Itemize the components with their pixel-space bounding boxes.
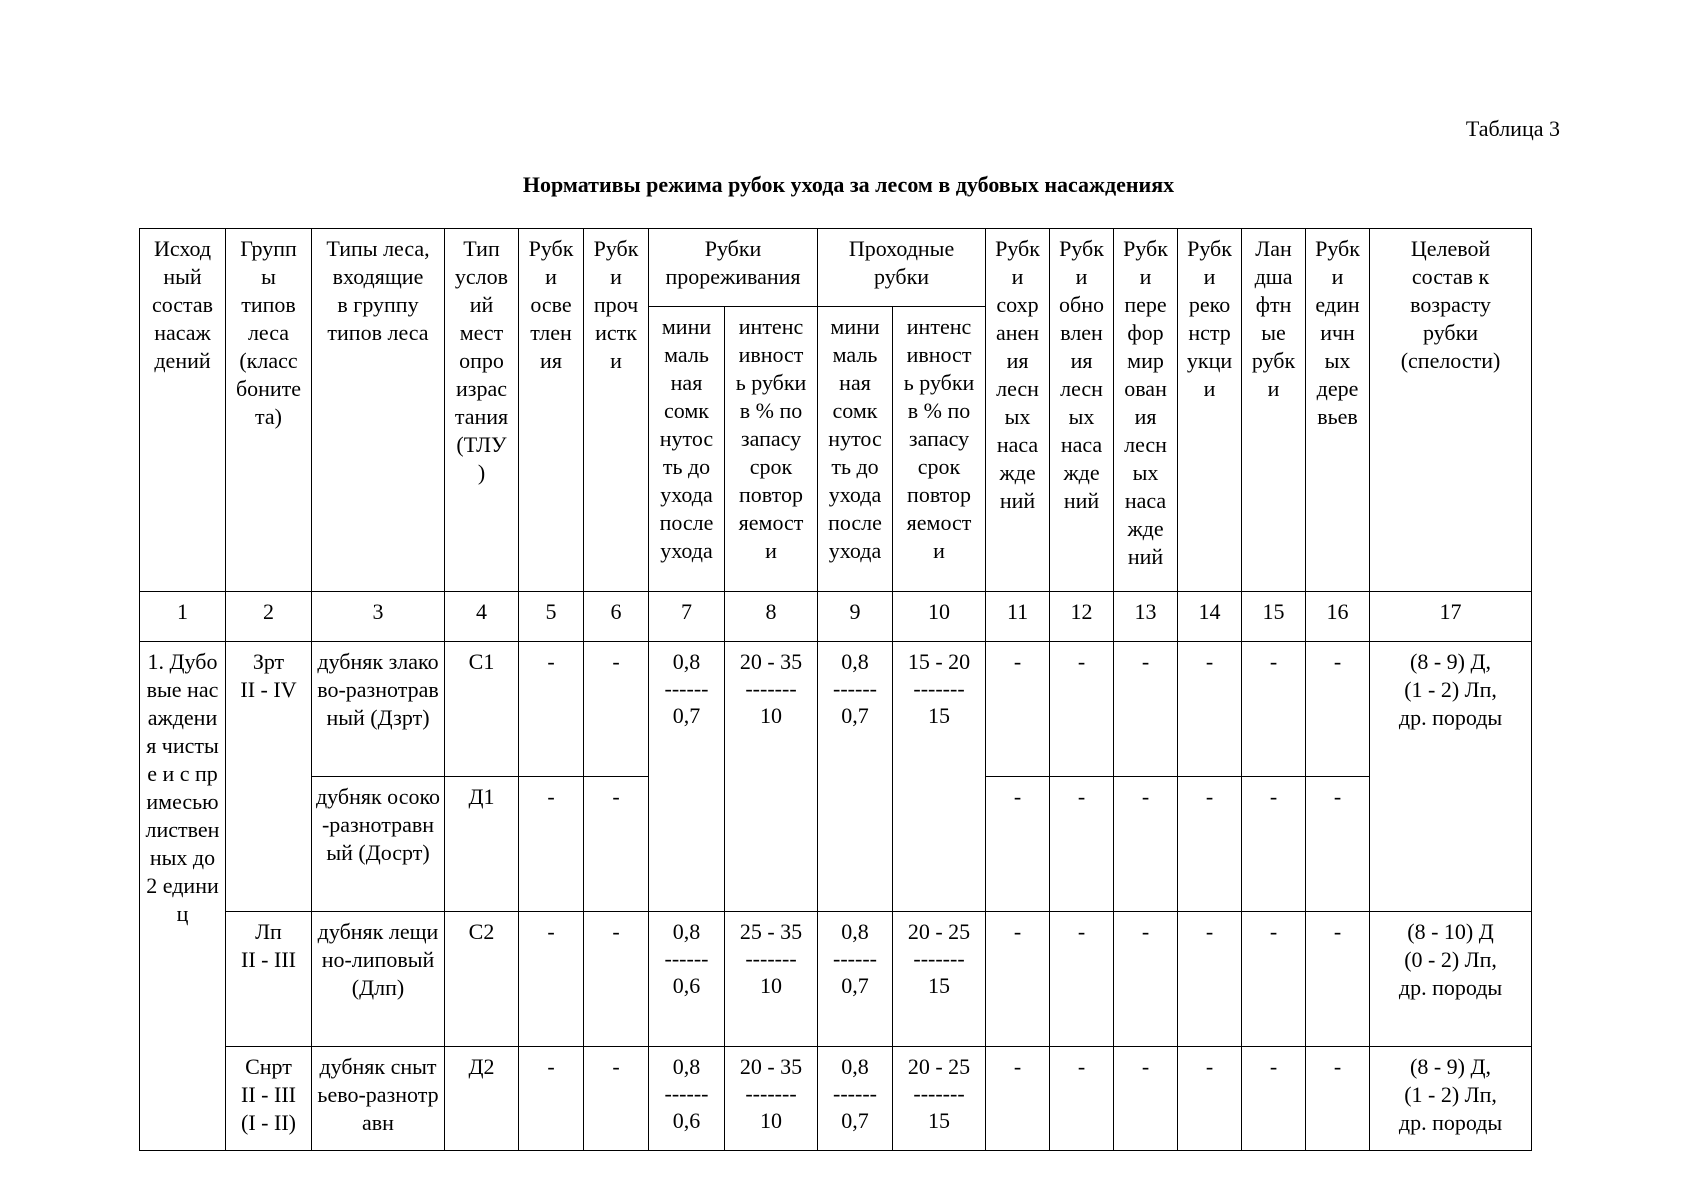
- column-number: 4: [445, 592, 519, 642]
- fraction-value: [833, 1053, 877, 1135]
- fraction-numerator: 0,8: [841, 919, 869, 944]
- renewal-cell: -: [1050, 642, 1114, 777]
- fraction-numerator: 25 - 35: [739, 919, 803, 944]
- forest-type-cell: дубняк снытьево-разнотравн: [312, 1047, 445, 1151]
- passing-intensity-cell: [893, 912, 986, 1047]
- column-number: 3: [312, 592, 445, 642]
- forest-type-cell: дубняк злаково-разнотравный (Дзрт): [312, 642, 445, 777]
- fraction-line: ------: [833, 946, 877, 971]
- fraction-denominator: 10: [760, 973, 782, 998]
- forest-group-cell: Зрт II - IV: [226, 642, 312, 912]
- header-passing-min-density: мини маль ная сомк нутос ть до ухода после ухода: [818, 307, 893, 592]
- fraction-line: ------: [833, 1081, 877, 1106]
- fraction-line: ------: [664, 1081, 709, 1106]
- column-number: 10: [893, 592, 986, 642]
- fraction-denominator: 0,7: [841, 1108, 869, 1133]
- clarification-cell: -: [519, 642, 584, 777]
- header-clarification-cuttings: Рубк и осве тлен ия: [519, 229, 584, 592]
- fraction-denominator: 10: [760, 703, 782, 728]
- landscape-cell: -: [1242, 1047, 1306, 1151]
- renewal-cell: -: [1050, 912, 1114, 1047]
- fraction-numerator: 0,8: [672, 649, 701, 674]
- cleaning-cell: -: [584, 642, 649, 777]
- landscape-cell: -: [1242, 777, 1306, 912]
- reformation-cell: -: [1114, 912, 1178, 1047]
- header-cleaning-cuttings: Рубк и проч истк и: [584, 229, 649, 592]
- initial-composition-cell: 1. Дубовые насаждения чистые и с примесью лиственных до 2 единиц: [140, 642, 226, 1151]
- reconstruction-cell: -: [1178, 912, 1242, 1047]
- header-preservation-cuttings: Рубк и сохр анен ия лесн ых наса жде ний: [986, 229, 1050, 592]
- passing-intensity-cell: [893, 1047, 986, 1151]
- fraction-denominator: 0,7: [841, 973, 869, 998]
- header-reformation-cuttings: Рубк и пере фор мир ован ия лесн ых наса жде ний: [1114, 229, 1178, 592]
- fraction-value: [740, 1053, 802, 1135]
- fraction-line: -------: [913, 676, 965, 701]
- preservation-cell: -: [986, 642, 1050, 777]
- fraction-value: [665, 648, 709, 730]
- fraction-denominator: 15: [928, 973, 951, 998]
- thinning-min-density-cell: [649, 642, 725, 912]
- fraction-line: -------: [745, 946, 797, 971]
- header-passing-intensity: интенс ивност ь рубки в % по запасу срок повтор яемост и: [893, 307, 986, 592]
- passing-intensity-cell: [893, 642, 986, 912]
- clarification-cell: -: [519, 1047, 584, 1151]
- thinning-intensity-cell: [725, 912, 818, 1047]
- column-number: 7: [649, 592, 725, 642]
- forest-group-cell: Лп II - III: [226, 912, 312, 1047]
- fraction-value: [833, 648, 877, 730]
- preservation-cell: -: [986, 912, 1050, 1047]
- single-tree-cell: -: [1306, 1047, 1370, 1151]
- header-target-composition: Целевой состав к возрасту рубки (спелости): [1370, 229, 1532, 592]
- fraction-denominator: 15: [928, 1108, 951, 1133]
- column-number: 5: [519, 592, 584, 642]
- target-composition-cell: (8 - 9) Д, (1 - 2) Лп, др. породы: [1370, 642, 1532, 912]
- reconstruction-cell: -: [1178, 642, 1242, 777]
- forest-type-cell: дубняк осоко-разнотравный (Досрт): [312, 777, 445, 912]
- single-tree-cell: -: [1306, 912, 1370, 1047]
- thinning-intensity-cell: [725, 642, 818, 912]
- table-row: [140, 642, 1532, 777]
- renewal-cell: -: [1050, 777, 1114, 912]
- fraction-value: [665, 918, 709, 1000]
- target-composition-cell: (8 - 9) Д, (1 - 2) Лп, др. породы: [1370, 1047, 1532, 1151]
- table-number-label: Таблица 3: [1465, 116, 1560, 141]
- fraction-numerator: 20 - 35: [739, 649, 803, 674]
- thinning-min-density-cell: [649, 1047, 725, 1151]
- fraction-numerator: 0,8: [841, 1054, 869, 1079]
- passing-min-density-cell: [818, 912, 893, 1047]
- fraction-numerator: 0,8: [672, 919, 701, 944]
- forest-type-cell: дубняк лещино-липовый (Длп): [312, 912, 445, 1047]
- passing-min-density-cell: [818, 1047, 893, 1151]
- column-number: 13: [1114, 592, 1178, 642]
- landscape-cell: -: [1242, 912, 1306, 1047]
- tlu-cell: Д1: [445, 777, 519, 912]
- fraction-value: [833, 918, 877, 1000]
- column-number: 6: [584, 592, 649, 642]
- fraction-numerator: 20 - 25: [907, 919, 971, 944]
- cleaning-cell: -: [584, 912, 649, 1047]
- thinning-intensity-cell: [725, 1047, 818, 1151]
- cleaning-cell: -: [584, 1047, 649, 1151]
- fraction-value: [665, 1053, 709, 1135]
- column-number: 14: [1178, 592, 1242, 642]
- fraction-denominator: 0,6: [672, 1108, 701, 1133]
- fraction-value: [740, 648, 802, 730]
- fraction-denominator: 10: [760, 1108, 782, 1133]
- header-single-tree-cuttings: Рубк и един ичн ых дере вьев: [1306, 229, 1370, 592]
- fraction-value: [740, 918, 802, 1000]
- forest-group-cell: Снрт II - III (I - II): [226, 1047, 312, 1151]
- header-passing-group: Проходные рубки: [818, 229, 986, 307]
- landscape-cell: -: [1242, 642, 1306, 777]
- single-tree-cell: -: [1306, 777, 1370, 912]
- fraction-numerator: 0,8: [672, 1054, 701, 1079]
- header-thinning-intensity: интенс ивност ь рубки в % по запасу срок повтор яемост и: [725, 307, 818, 592]
- column-number: 1: [140, 592, 226, 642]
- reconstruction-cell: -: [1178, 1047, 1242, 1151]
- fraction-line: ------: [664, 946, 709, 971]
- fraction-numerator: 0,8: [841, 649, 869, 674]
- reformation-cell: -: [1114, 642, 1178, 777]
- table-row: [140, 912, 1532, 1047]
- norms-table: [139, 228, 1532, 1151]
- fraction-numerator: 15 - 20: [907, 649, 971, 674]
- reconstruction-cell: -: [1178, 777, 1242, 912]
- column-number: 11: [986, 592, 1050, 642]
- cleaning-cell: -: [584, 777, 649, 912]
- document-title: Нормативы режима рубок ухода за лесом в дубовых насаждениях: [522, 172, 1175, 197]
- fraction-numerator: 20 - 25: [907, 1054, 971, 1079]
- fraction-line: -------: [913, 1081, 965, 1106]
- header-row: [140, 229, 1532, 307]
- fraction-denominator: 0,6: [672, 973, 701, 998]
- fraction-numerator: 20 - 35: [739, 1054, 803, 1079]
- column-number: 12: [1050, 592, 1114, 642]
- header-forest-types: Типы леса, входящие в группу типов леса: [312, 229, 445, 592]
- fraction-denominator: 0,7: [841, 703, 869, 728]
- header-renewal-cuttings: Рубк и обно влен ия лесн ых наса жде ний: [1050, 229, 1114, 592]
- header-thinning-group: Рубки прореживания: [649, 229, 818, 307]
- fraction-line: -------: [913, 946, 965, 971]
- preservation-cell: -: [986, 777, 1050, 912]
- column-number: 16: [1306, 592, 1370, 642]
- preservation-cell: -: [986, 1047, 1050, 1151]
- header-initial-composition: Исход ный состав насаж дений: [140, 229, 226, 592]
- reformation-cell: -: [1114, 777, 1178, 912]
- tlu-cell: С1: [445, 642, 519, 777]
- fraction-line: ------: [664, 676, 709, 701]
- column-number: 9: [818, 592, 893, 642]
- table-row: [140, 1047, 1532, 1151]
- column-number: 15: [1242, 592, 1306, 642]
- header-growth-conditions: Тип услов ий мест опро израс тания (ТЛУ ): [445, 229, 519, 592]
- fraction-value: [908, 648, 970, 730]
- column-number: 2: [226, 592, 312, 642]
- reformation-cell: -: [1114, 1047, 1178, 1151]
- fraction-line: -------: [745, 676, 797, 701]
- header-thinning-min-density: мини маль ная сомк нутос ть до ухода после ухода: [649, 307, 725, 592]
- thinning-min-density-cell: [649, 912, 725, 1047]
- column-number: 17: [1370, 592, 1532, 642]
- fraction-value: [908, 1053, 970, 1135]
- header-reconstruction-cuttings: Рубк и реко нстр укци и: [1178, 229, 1242, 592]
- column-number-row: [140, 592, 1532, 642]
- clarification-cell: -: [519, 912, 584, 1047]
- header-landscape-cuttings: Лан дша фтн ые рубк и: [1242, 229, 1306, 592]
- fraction-line: -------: [745, 1081, 797, 1106]
- passing-min-density-cell: [818, 642, 893, 912]
- fraction-denominator: 15: [928, 703, 951, 728]
- target-composition-cell: (8 - 10) Д (0 - 2) Лп, др. породы: [1370, 912, 1532, 1047]
- tlu-cell: Д2: [445, 1047, 519, 1151]
- fraction-denominator: 0,7: [672, 703, 701, 728]
- tlu-cell: С2: [445, 912, 519, 1047]
- header-forest-type-groups: Групп ы типов леса (класс боните та): [226, 229, 312, 592]
- single-tree-cell: -: [1306, 642, 1370, 777]
- column-number: 8: [725, 592, 818, 642]
- fraction-value: [908, 918, 970, 1000]
- clarification-cell: -: [519, 777, 584, 912]
- fraction-line: ------: [833, 676, 877, 701]
- renewal-cell: -: [1050, 1047, 1114, 1151]
